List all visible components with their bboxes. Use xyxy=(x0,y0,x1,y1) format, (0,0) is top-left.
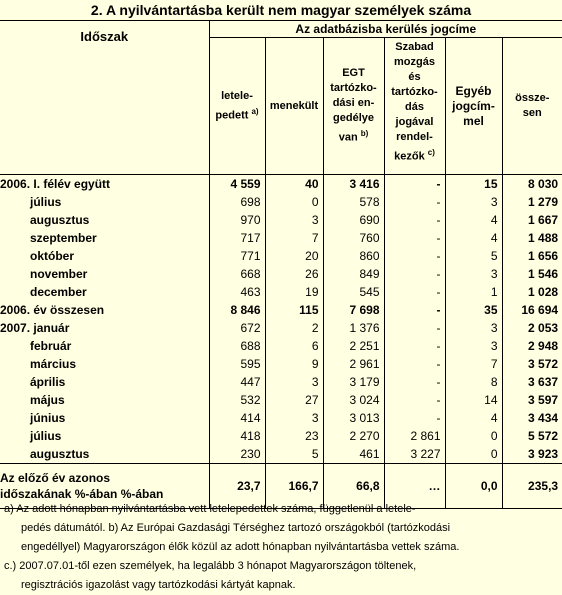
table-row xyxy=(0,391,562,409)
table-cell: - xyxy=(384,355,445,373)
table-cell: 2 961 xyxy=(323,355,384,373)
table-cell: 672 xyxy=(209,319,265,337)
table-cell: - xyxy=(384,193,445,211)
table-cell: 545 xyxy=(323,283,384,301)
table-row xyxy=(0,301,562,319)
table-cell: 7 698 xyxy=(323,301,384,319)
table-cell: 2 xyxy=(265,319,323,337)
row-label: április xyxy=(0,373,209,391)
table-cell: 3 434 xyxy=(528,411,559,425)
row-label: május xyxy=(0,391,209,409)
table-cell: 16 694 xyxy=(521,303,559,317)
table-cell: - xyxy=(384,319,445,337)
table-cell: 3 xyxy=(445,337,502,355)
table-cell: 717 xyxy=(209,229,265,247)
table-cell: - xyxy=(384,247,445,265)
table-cell: 40 xyxy=(265,175,323,194)
table-row xyxy=(0,175,562,194)
row-label: február xyxy=(0,337,209,355)
table-cell: - xyxy=(384,175,445,194)
table-row xyxy=(0,247,562,265)
table-row xyxy=(0,337,562,355)
table-cell: 414 xyxy=(209,409,265,427)
table-cell: 1 667 xyxy=(528,213,559,227)
table-cell: 3 416 xyxy=(323,175,384,194)
table-cell: 3 597 xyxy=(528,393,559,407)
table-row xyxy=(0,445,562,464)
table-cell: 3 xyxy=(445,193,502,211)
summary-cell: 166,7 xyxy=(265,464,323,509)
table-cell: 14 xyxy=(445,391,502,409)
table-cell: 578 xyxy=(323,193,384,211)
table-cell: 1 546 xyxy=(528,267,559,281)
table-cell: - xyxy=(384,265,445,283)
table-cell: 35 xyxy=(445,301,502,319)
table-cell: 3 923 xyxy=(528,447,559,461)
row-label: december xyxy=(0,283,209,301)
table-cell: 595 xyxy=(209,355,265,373)
table-cell: - xyxy=(384,409,445,427)
column-header-total: össze- sen xyxy=(502,38,562,175)
table-cell: 1 028 xyxy=(528,285,559,299)
summary-row-label: Az előző év azonos időszakának %-ában %-ában xyxy=(0,464,209,509)
table-cell: 115 xyxy=(265,301,323,319)
table-cell: 849 xyxy=(323,265,384,283)
column-header-free-movement: Szabad mozgás és tartózko- dás jogával rendel- kezők $^{c)}$ xyxy=(384,38,445,175)
table-cell: 461 xyxy=(323,445,384,464)
row-label: július xyxy=(0,193,209,211)
row-label: november xyxy=(0,265,209,283)
footnote-line: engedéllyel) Magyarországon élők közül az adott hónapban nyilvántartásba vettek száma. xyxy=(21,541,460,553)
table-cell: 3 xyxy=(265,409,323,427)
table-cell: 447 xyxy=(209,373,265,391)
table-cell: - xyxy=(384,391,445,409)
table-row xyxy=(0,229,562,247)
table-cell: 0 xyxy=(445,427,502,445)
table-cell: 690 xyxy=(323,211,384,229)
row-label: 2006. év összesen xyxy=(0,301,209,319)
table-row xyxy=(0,373,562,391)
table-cell: 771 xyxy=(209,247,265,265)
table-cell: 463 xyxy=(209,283,265,301)
table-cell: 3 179 xyxy=(323,373,384,391)
summary-cell: 23,7 xyxy=(209,464,265,509)
row-label: szeptember xyxy=(0,229,209,247)
table-cell: 3 xyxy=(265,211,323,229)
table-cell: 6 xyxy=(265,337,323,355)
table-cell: 0 xyxy=(445,445,502,464)
column-header-other: Egyéb jogcím- mel xyxy=(445,38,502,175)
row-label: március xyxy=(0,355,209,373)
column-header-refugee: menekült xyxy=(265,38,323,175)
table-cell: 1 xyxy=(445,283,502,301)
table-cell: 760 xyxy=(323,229,384,247)
table-cell: 20 xyxy=(265,247,323,265)
category-group-header: Az adatbázisba kerülés jogcíme xyxy=(209,21,562,38)
table-cell: 3 xyxy=(265,373,323,391)
row-label: 2007. január xyxy=(0,319,209,337)
table-cell: 418 xyxy=(209,427,265,445)
table-cell: 19 xyxy=(265,283,323,301)
table-cell: 4 xyxy=(445,229,502,247)
table-cell: 0 xyxy=(265,193,323,211)
row-label: augusztus xyxy=(0,445,209,464)
table-cell: 3 024 xyxy=(323,391,384,409)
table-row xyxy=(0,193,562,211)
table-row xyxy=(0,319,562,337)
table-row xyxy=(0,409,562,427)
footnote-line: regisztrációs igazolást vagy tartózkodási kártyát kapnak. xyxy=(21,579,296,591)
table-cell: - xyxy=(384,283,445,301)
table-cell: 15 xyxy=(445,175,502,194)
table-cell: 230 xyxy=(209,445,265,464)
table-cell: 1 488 xyxy=(528,231,559,245)
period-header: Időszak xyxy=(0,21,209,175)
table-cell: 3 572 xyxy=(528,357,559,371)
table-cell: 1 656 xyxy=(528,249,559,263)
table-cell: 860 xyxy=(323,247,384,265)
table-cell: 3 013 xyxy=(323,409,384,427)
row-label: október xyxy=(0,247,209,265)
table-row xyxy=(0,427,562,445)
table-title: 2. A nyilvántartásba került nem magyar személyek száma xyxy=(0,0,562,21)
table-row xyxy=(0,355,562,373)
row-label: július xyxy=(0,427,209,445)
table-cell: 1 376 xyxy=(323,319,384,337)
footnote-line: a) Az adott hónapban nyilvántartásba vett letelepedettek száma, függetlenül a letele- xyxy=(4,503,416,515)
table-cell: 1 279 xyxy=(528,195,559,209)
table-cell: 698 xyxy=(209,193,265,211)
table-cell: 2 861 xyxy=(384,427,445,445)
table-cell: 5 xyxy=(445,247,502,265)
row-label: június xyxy=(0,409,209,427)
column-header-settled: letele- pedett $^{a)}$ xyxy=(209,38,265,175)
table-cell: 7 xyxy=(265,229,323,247)
table-cell: 27 xyxy=(265,391,323,409)
summary-cell: … xyxy=(384,464,445,509)
table-cell: 970 xyxy=(209,211,265,229)
table-cell: 4 xyxy=(445,409,502,427)
table-row xyxy=(0,265,562,283)
column-header-eea: EGT tartózko- dási en- gedélye van $^{b)}$ xyxy=(323,38,384,175)
table-cell: - xyxy=(384,301,445,319)
table-cell: 2 251 xyxy=(323,337,384,355)
summary-cell: 235,3 xyxy=(502,464,562,509)
table-cell: 5 xyxy=(265,445,323,464)
table-row xyxy=(0,283,562,301)
table-cell: 8 030 xyxy=(528,177,559,191)
table-cell: 668 xyxy=(209,265,265,283)
footnote-line: c.) 2007.07.01-től ezen személyek, ha legalább 3 hónapot Magyarországon töltenek, xyxy=(4,560,417,572)
table-cell: 3 637 xyxy=(528,375,559,389)
table-row xyxy=(0,211,562,229)
table-cell: 23 xyxy=(265,427,323,445)
footnote-line: pedés dátumától. b) Az Európai Gazdasági Térséghez tartozó országokból (tartózkodási xyxy=(21,522,451,534)
table-cell: 26 xyxy=(265,265,323,283)
table-cell: 8 xyxy=(445,373,502,391)
table-cell: 3 227 xyxy=(384,445,445,464)
table-cell: 2 270 xyxy=(323,427,384,445)
table-cell: 4 559 xyxy=(209,175,265,194)
table-cell: 532 xyxy=(209,391,265,409)
row-label: augusztus xyxy=(0,211,209,229)
table-cell: 688 xyxy=(209,337,265,355)
table-cell: 2 053 xyxy=(528,321,559,335)
table-cell: - xyxy=(384,211,445,229)
table-cell: 8 846 xyxy=(209,301,265,319)
table-cell: 4 xyxy=(445,211,502,229)
table-cell: 7 xyxy=(445,355,502,373)
table-cell: 2 948 xyxy=(528,339,559,353)
summary-cell: 66,8 xyxy=(323,464,384,509)
table-cell: 3 xyxy=(445,265,502,283)
table-cell: - xyxy=(384,373,445,391)
table-cell: 9 xyxy=(265,355,323,373)
table-cell: - xyxy=(384,229,445,247)
row-label: 2006. I. félév együtt xyxy=(0,175,209,194)
summary-cell: 0,0 xyxy=(445,464,502,509)
table-cell: 3 xyxy=(445,319,502,337)
footnotes xyxy=(4,500,558,595)
table-cell: 5 572 xyxy=(528,429,559,443)
table-cell: - xyxy=(384,337,445,355)
